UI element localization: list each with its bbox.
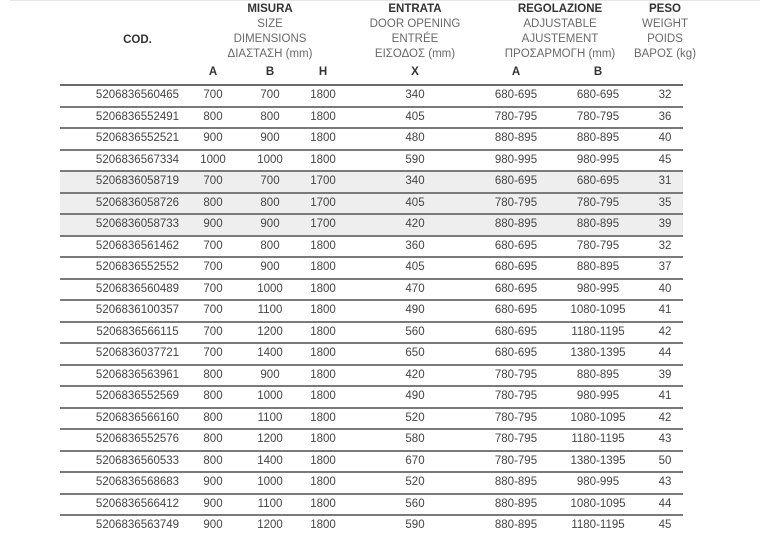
cell-h: 1800	[310, 110, 336, 123]
cell-opening: 405	[405, 196, 425, 209]
cell-weight: 32	[658, 89, 672, 101]
table-row	[60, 151, 683, 173]
table-row	[60, 430, 683, 452]
cell-adjust-b: 680-695	[576, 89, 620, 101]
table-body	[60, 86, 683, 536]
cell-h: 1800	[310, 325, 336, 338]
cell-adjust-a: 880-895	[494, 519, 538, 531]
cell-adjust-a: 680-695	[494, 175, 538, 187]
cell-a: 800	[203, 411, 223, 424]
cell-h: 1800	[310, 390, 336, 402]
cell-adjust-a: 780-795	[494, 390, 538, 402]
cell-adjust-b: 1180-1195	[571, 325, 625, 338]
cell-adjust-b: 880-895	[576, 132, 620, 144]
cell-opening: 360	[405, 239, 425, 252]
cell-b: 700	[260, 175, 280, 187]
cell-b: 1400	[257, 347, 283, 359]
cell-adjust-b: 680-695	[576, 175, 620, 187]
cell-b: 1000	[257, 390, 283, 402]
cell-h: 1800	[310, 476, 336, 488]
cell-adjust-a: 880-895	[494, 497, 538, 510]
cell-code: 5206836058719	[95, 175, 180, 187]
header-weight-it: PESO	[649, 3, 681, 15]
cell-b: 1100	[257, 497, 283, 510]
table-row	[60, 301, 683, 323]
cell-code: 5206836552576	[95, 433, 180, 445]
cell-adjust-b: 980-995	[576, 282, 620, 295]
cell-adjust-b: 880-895	[576, 261, 620, 273]
cell-b: 900	[260, 368, 280, 381]
cell-a: 800	[203, 433, 223, 445]
subheader-x: X	[411, 66, 419, 78]
cell-opening: 590	[405, 153, 425, 166]
subheader-b: B	[265, 66, 275, 78]
table-row	[60, 516, 683, 536]
cell-h: 1800	[310, 282, 336, 295]
cell-weight: 43	[658, 476, 672, 488]
cell-weight: 35	[658, 196, 672, 209]
cell-a: 1000	[200, 153, 226, 166]
cell-code: 5206836100357	[95, 304, 180, 316]
cell-opening: 340	[405, 89, 425, 101]
cell-h: 1700	[310, 218, 336, 230]
cell-opening: 670	[405, 454, 425, 467]
cell-a: 800	[203, 368, 223, 381]
cell-a: 700	[203, 347, 223, 359]
cell-a: 900	[203, 519, 223, 531]
cell-a: 700	[203, 304, 223, 316]
cell-weight: 40	[658, 132, 672, 144]
cell-b: 1000	[257, 476, 283, 488]
cell-h: 1800	[310, 89, 336, 101]
subheader-h: H	[318, 66, 328, 78]
cell-h: 1800	[310, 132, 336, 144]
cell-code: 5206836563749	[95, 519, 180, 531]
cell-h: 1800	[310, 153, 336, 166]
cell-adjust-a: 680-695	[494, 261, 538, 273]
cell-opening: 480	[405, 132, 425, 144]
cell-adjust-a: 680-695	[494, 282, 538, 295]
cell-h: 1700	[310, 196, 336, 209]
cell-adjust-a: 680-695	[494, 89, 538, 101]
cell-h: 1800	[310, 497, 336, 510]
cell-weight: 42	[658, 411, 672, 424]
cell-weight: 44	[658, 347, 672, 359]
subheader-adjust-b: B	[593, 66, 603, 78]
cell-opening: 520	[405, 411, 425, 424]
header-code-label: COD.	[123, 34, 152, 46]
cell-weight: 41	[658, 390, 672, 402]
table-row	[60, 280, 683, 302]
cell-adjust-a: 780-795	[494, 196, 538, 209]
table-row	[60, 194, 683, 216]
header-adjust	[480, 2, 640, 62]
cell-weight: 50	[658, 454, 672, 467]
cell-opening: 490	[405, 304, 425, 316]
cell-code: 5206836552552	[95, 261, 180, 273]
header-size-fr: DIMENSIONS	[233, 33, 307, 45]
table-row	[60, 215, 683, 237]
cell-b: 1200	[257, 325, 283, 338]
cell-opening: 420	[405, 368, 425, 381]
table-header	[60, 2, 697, 84]
cell-b: 900	[260, 218, 280, 230]
cell-a: 700	[203, 261, 223, 273]
cell-opening: 490	[405, 390, 425, 402]
cell-code: 5206836058733	[95, 218, 180, 230]
cell-adjust-b: 1080-1095	[570, 497, 626, 510]
cell-adjust-b: 780-795	[576, 110, 620, 123]
header-adjust-fr: AJUSTEMENT	[521, 33, 599, 45]
cell-weight: 44	[658, 497, 672, 510]
cell-opening: 405	[405, 110, 425, 123]
table-row	[60, 387, 683, 409]
cell-a: 700	[203, 89, 223, 101]
subheader-a: A	[208, 66, 218, 78]
cell-weight: 45	[658, 519, 672, 531]
cell-opening: 560	[405, 325, 425, 338]
header-size-gr: ΔΙΑΣΤΑΣΗ (mm)	[227, 48, 313, 60]
cell-a: 900	[203, 497, 223, 510]
cell-b: 1200	[257, 433, 283, 445]
cell-a: 900	[203, 132, 223, 144]
cell-weight: 45	[658, 153, 672, 166]
cell-b: 800	[260, 239, 280, 252]
cell-adjust-a: 780-795	[494, 368, 538, 381]
cell-code: 5206836567334	[95, 153, 180, 166]
table-row	[60, 172, 683, 194]
cell-a: 800	[203, 390, 223, 402]
cell-adjust-a: 780-795	[494, 433, 538, 445]
cell-adjust-b: 780-795	[576, 239, 620, 252]
header-door-it: ENTRATA	[388, 3, 442, 15]
cell-code: 5206836552569	[95, 390, 180, 402]
cell-opening: 405	[405, 261, 425, 273]
header-size-it: MISURA	[247, 3, 293, 15]
cell-weight: 31	[658, 175, 672, 187]
cell-h: 1800	[310, 411, 336, 424]
cell-adjust-a: 680-695	[494, 347, 538, 359]
cell-b: 900	[260, 261, 280, 273]
header-adjust-en: ADJUSTABLE	[523, 18, 597, 30]
cell-b: 1200	[257, 519, 283, 531]
header-weight-fr: POIDS	[647, 33, 683, 45]
cell-opening: 520	[405, 476, 425, 488]
cell-code: 5206836566160	[95, 411, 180, 424]
cell-adjust-a: 880-895	[494, 476, 538, 488]
table-row	[60, 237, 683, 259]
top-rule	[10, 0, 760, 1]
cell-opening: 580	[405, 433, 425, 445]
cell-b: 800	[260, 110, 280, 123]
spec-table	[60, 2, 697, 536]
header-door-gr: ΕΙΣΟΔΟΣ (mm)	[374, 48, 456, 60]
cell-weight: 39	[658, 218, 672, 230]
cell-a: 800	[203, 454, 223, 467]
header-door	[360, 2, 470, 62]
cell-h: 1700	[310, 175, 336, 187]
cell-opening: 340	[405, 175, 425, 187]
header-size-en: SIZE	[257, 18, 283, 30]
cell-adjust-b: 980-995	[576, 390, 620, 402]
cell-a: 700	[203, 239, 223, 252]
cell-adjust-a: 680-695	[494, 304, 538, 316]
cell-adjust-a: 680-695	[494, 325, 538, 338]
header-door-fr: ENTRÉE	[391, 33, 439, 45]
subheader-adjust-a: A	[511, 66, 521, 78]
header-size	[190, 2, 350, 62]
cell-weight: 40	[658, 282, 672, 295]
cell-code: 5206836560489	[95, 282, 180, 295]
cell-h: 1800	[310, 454, 336, 467]
cell-code: 5206836566115	[96, 325, 179, 338]
cell-adjust-b: 1380-1395	[570, 347, 626, 359]
cell-code: 5206836058726	[95, 196, 180, 209]
cell-b: 800	[260, 196, 280, 209]
cell-weight: 32	[658, 239, 672, 252]
cell-b: 1000	[257, 153, 283, 166]
table-row	[60, 323, 683, 345]
cell-weight: 42	[658, 325, 672, 338]
cell-weight: 39	[658, 368, 672, 381]
cell-h: 1800	[310, 433, 336, 445]
cell-code: 5206836552491	[95, 110, 180, 123]
cell-adjust-a: 780-795	[494, 454, 538, 467]
cell-code: 5206836560533	[95, 454, 180, 467]
table-row	[60, 86, 683, 108]
cell-adjust-a: 780-795	[494, 411, 538, 424]
cell-h: 1800	[310, 261, 336, 273]
table-row	[60, 129, 683, 151]
cell-adjust-b: 980-995	[576, 476, 620, 488]
cell-a: 900	[203, 218, 223, 230]
cell-b: 900	[260, 132, 280, 144]
cell-h: 1800	[310, 304, 336, 316]
cell-a: 900	[203, 476, 223, 488]
cell-weight: 43	[658, 433, 672, 445]
cell-opening: 560	[405, 497, 425, 510]
cell-code: 5206836566412	[95, 497, 180, 510]
header-weight	[630, 2, 700, 62]
cell-code: 5206836561462	[95, 239, 180, 252]
cell-adjust-b: 1180-1195	[571, 433, 625, 445]
table-row	[60, 258, 683, 280]
table-row	[60, 495, 683, 517]
cell-adjust-b: 880-895	[576, 368, 620, 381]
cell-code: 5206836568683	[95, 476, 180, 488]
cell-a: 700	[203, 282, 223, 295]
cell-a: 800	[203, 196, 223, 209]
header-door-en: DOOR OPENING	[369, 18, 461, 30]
table-row	[60, 452, 683, 474]
cell-b: 1100	[257, 304, 283, 316]
table-row	[60, 108, 683, 130]
cell-adjust-b: 780-795	[576, 196, 620, 209]
cell-a: 700	[203, 325, 223, 338]
cell-b: 1100	[257, 411, 283, 424]
cell-code: 5206836552521	[95, 132, 180, 144]
cell-h: 1800	[310, 347, 336, 359]
cell-h: 1800	[310, 519, 336, 531]
cell-adjust-b: 1080-1095	[570, 411, 626, 424]
cell-b: 1000	[257, 282, 283, 295]
header-adjust-gr: ΠΡΟΣΑΡΜΟΓΗ (mm)	[504, 48, 616, 60]
cell-opening: 590	[405, 519, 425, 531]
header-adjust-it: REGOLAZIONE	[517, 3, 603, 15]
cell-code: 5206836563961	[95, 368, 180, 381]
cell-adjust-a: 780-795	[494, 110, 538, 123]
cell-adjust-a: 880-895	[494, 218, 538, 230]
cell-opening: 420	[405, 218, 425, 230]
cell-adjust-a: 880-895	[494, 132, 538, 144]
cell-weight: 36	[658, 110, 672, 123]
table-row	[60, 473, 683, 495]
cell-adjust-b: 880-895	[576, 218, 620, 230]
table-row	[60, 409, 683, 431]
cell-a: 700	[203, 175, 223, 187]
cell-adjust-a: 980-995	[494, 153, 538, 166]
cell-h: 1800	[310, 368, 336, 381]
cell-opening: 470	[405, 282, 425, 295]
cell-adjust-a: 680-695	[494, 239, 538, 252]
cell-adjust-b: 980-995	[576, 153, 620, 166]
cell-adjust-b: 1180-1195	[571, 519, 625, 531]
table-row	[60, 366, 683, 388]
cell-a: 800	[203, 110, 223, 123]
table-row	[60, 344, 683, 366]
cell-weight: 41	[658, 304, 672, 316]
header-weight-gr: ΒΑΡΟΣ (kg)	[633, 48, 697, 60]
cell-b: 700	[260, 89, 280, 101]
header-weight-en: WEIGHT	[642, 18, 688, 30]
cell-opening: 650	[405, 347, 425, 359]
cell-adjust-b: 1080-1095	[570, 304, 626, 316]
cell-adjust-b: 1380-1395	[570, 454, 626, 467]
cell-h: 1800	[310, 239, 336, 252]
cell-weight: 37	[658, 261, 672, 273]
cell-b: 1400	[257, 454, 283, 467]
cell-code: 5206836037721	[95, 347, 180, 359]
cell-code: 5206836560465	[95, 89, 180, 101]
